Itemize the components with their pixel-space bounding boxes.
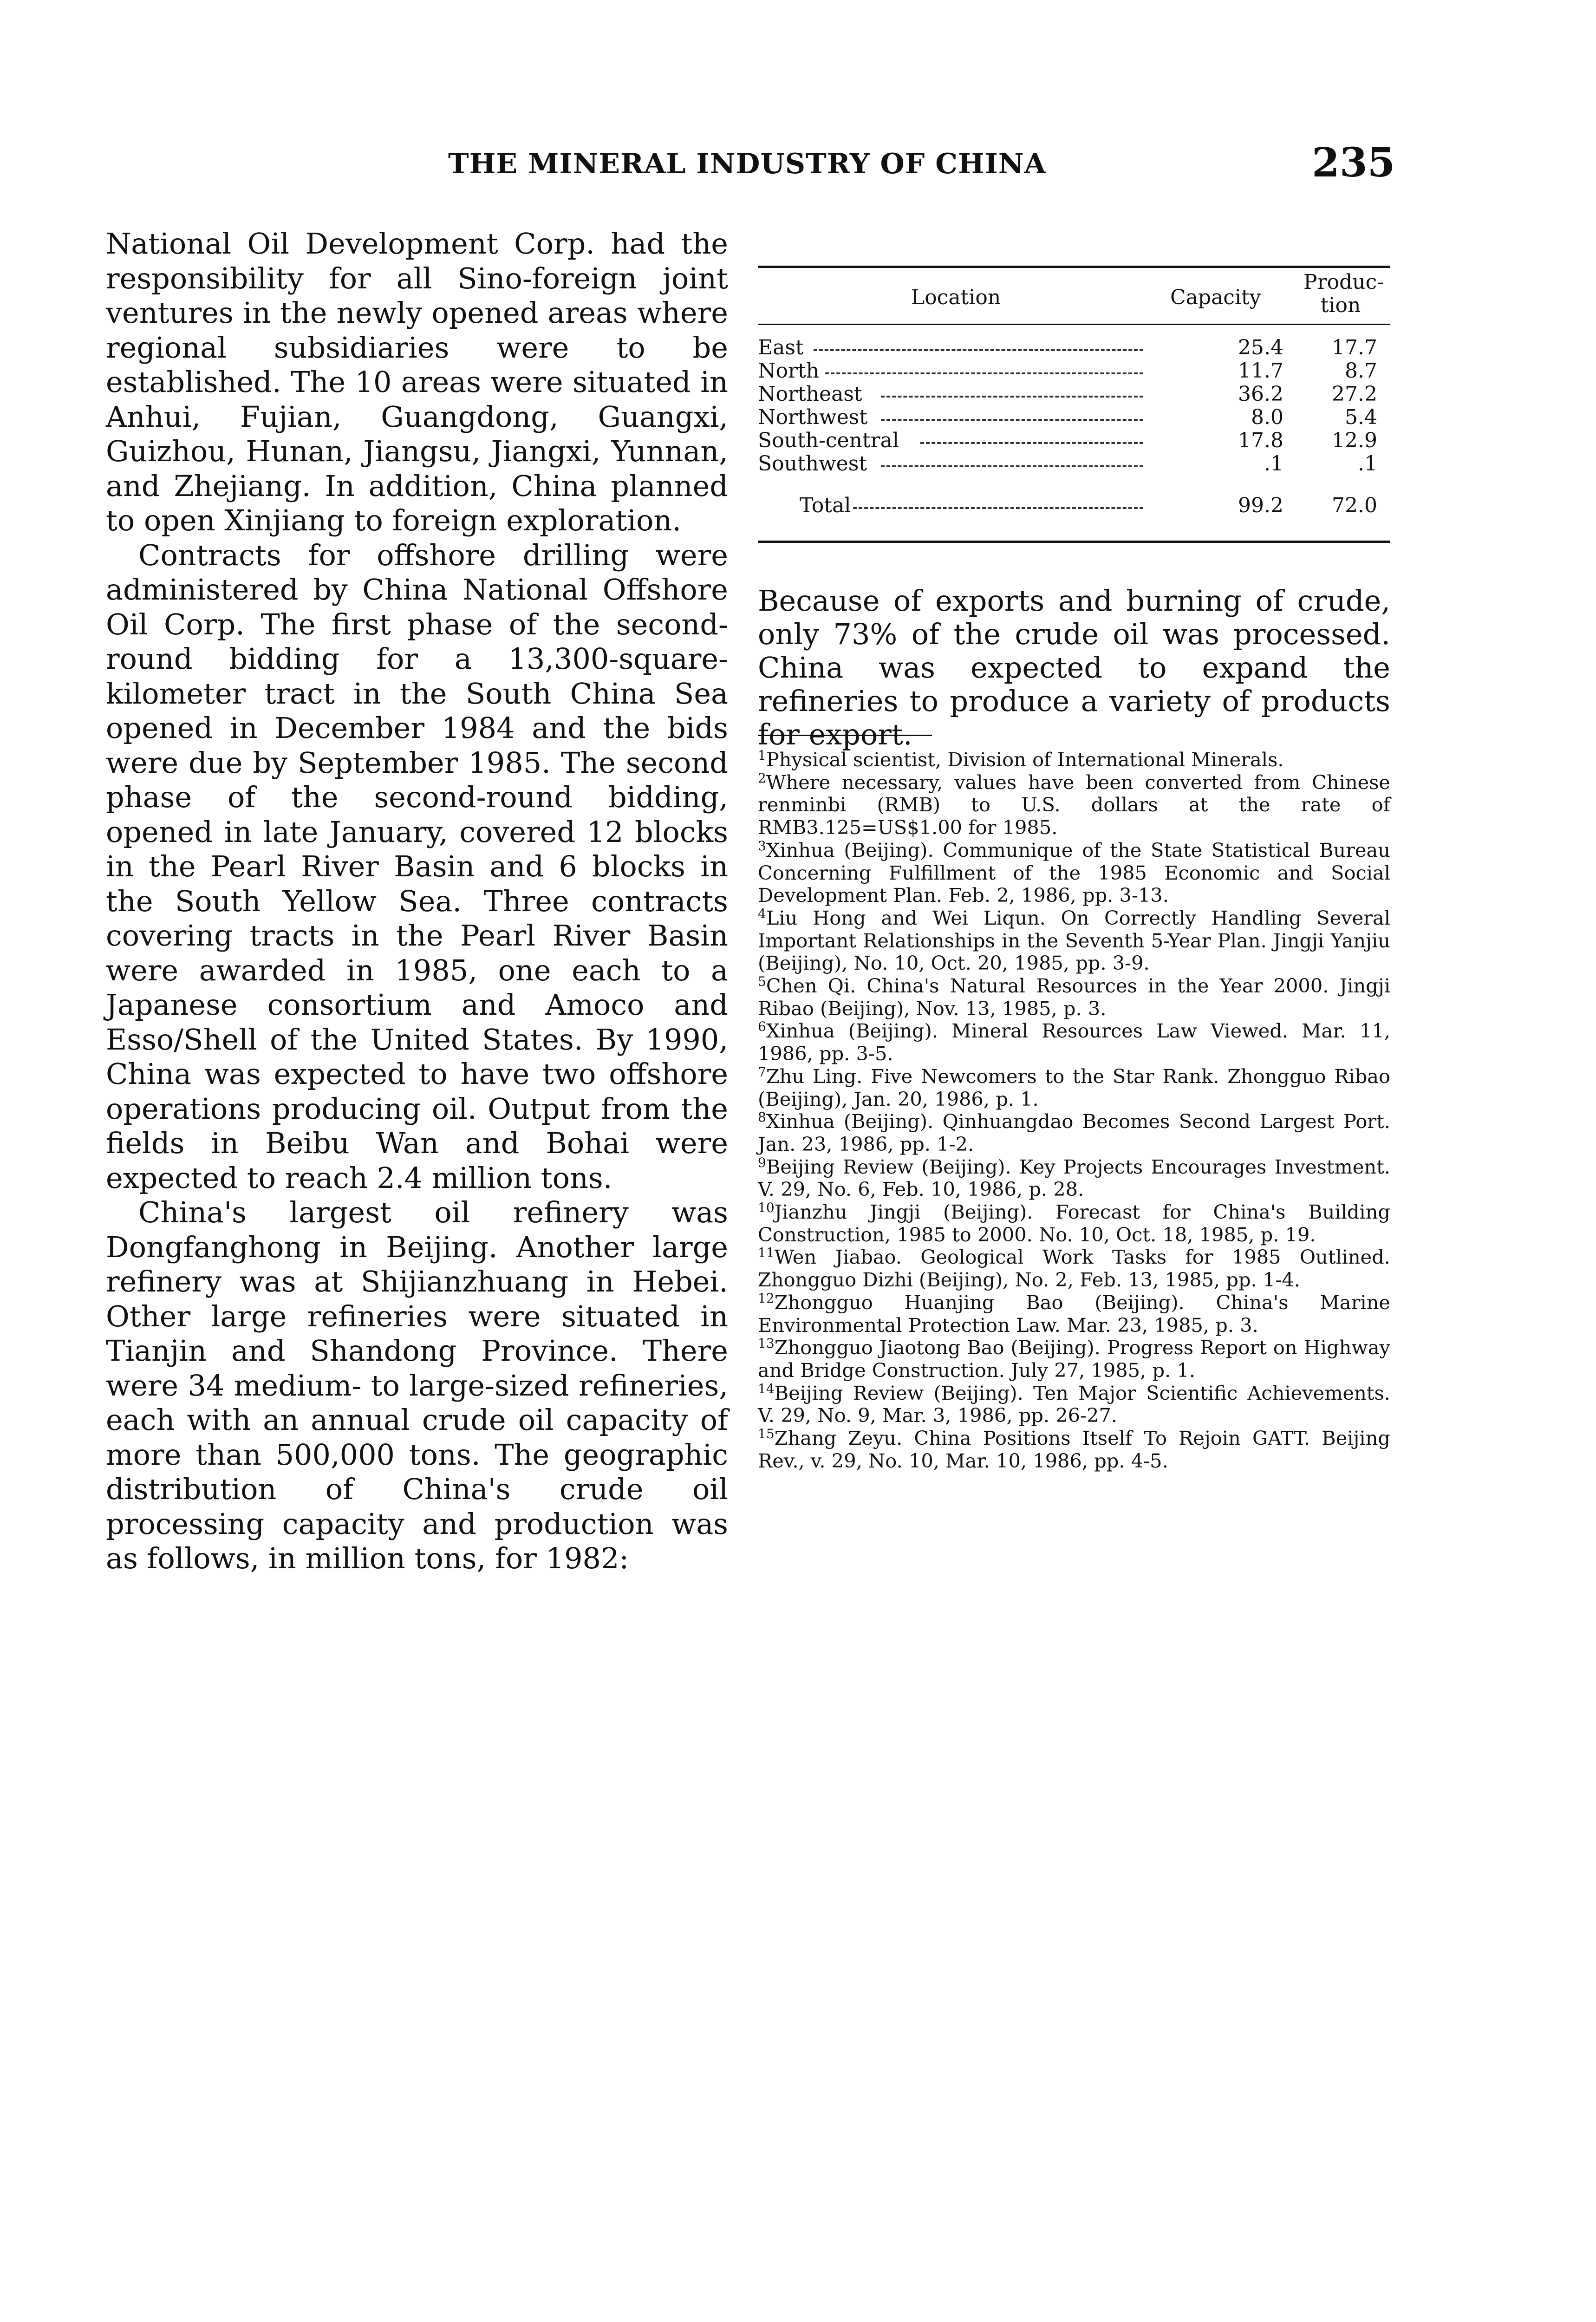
cell-production: .1 — [1358, 452, 1377, 476]
footnote — [758, 1246, 1390, 1291]
footnote — [758, 1291, 1390, 1337]
footnote — [758, 907, 1390, 975]
footnote-number: 4 — [758, 906, 766, 921]
footnote — [758, 1065, 1390, 1110]
table-row — [758, 383, 1390, 406]
leader-dots — [814, 349, 1143, 351]
footnote — [758, 1020, 1390, 1065]
cell-capacity: 11.7 — [1238, 359, 1283, 383]
cell-location: Southwest — [758, 452, 867, 476]
paragraph: Contracts for offshore drilling were administered by China National Offshore Oil Corp. The first phase of the second-round bidding for a 13,300-square-kilometer tract in the South China Sea opened in December 1984 and the bids were due by September 1985. The second phase of the second-round bidding, opened in late January, covered 12 blocks in the Pearl River Basin and 6 blocks in the South Yellow Sea. Three contracts covering tracts in the Pearl River Basin were awarded in 1985, one each to a Japanese consortium and Amoco and Esso/Shell of the United States. By 1990, China was expected to have two offshore operations producing oil. Output from the fields in Beibu Wan and Bohai were expected to reach 2.4 million tons. — [106, 538, 728, 1195]
footnote — [758, 1110, 1390, 1155]
table-bottom-rule — [758, 541, 1390, 543]
running-title: THE MINERAL INDUSTRY OF CHINA — [448, 148, 1047, 180]
cell-production: 72.0 — [1332, 494, 1377, 517]
footnote-text: Where necessary, values have been converted from Chinese renminbi (RMB) to U.S. dollars at the rate of RMB3.125=US$1.00 for 1985. — [758, 770, 1390, 839]
column-header-location: Location — [911, 286, 1001, 309]
footnote-text: Beijing Review (Beijing). Key Projects Encourages Investment. V. 29, No. 6, Feb. 10, 1986, p. 28. — [758, 1155, 1390, 1201]
cell-production: 8.7 — [1345, 359, 1377, 383]
cell-location: Northwest — [758, 405, 868, 429]
footnote-number: 9 — [758, 1154, 766, 1170]
footnote-rule — [758, 735, 932, 736]
cell-production: 5.4 — [1345, 405, 1377, 429]
leader-dots — [853, 507, 1143, 509]
footnote-text: Zhang Zeyu. China Positions Itself To Rejoin GATT. Beijing Rev., v. 29, No. 10, Mar. 10, 1986, pp. 4-5. — [758, 1427, 1390, 1472]
footnote-text: Jianzhu Jingji (Beijing). Forecast for China's Building Construction, 1985 to 2000. No. 10, Oct. 18, 1985, p. 19. — [758, 1200, 1390, 1246]
table-header — [758, 268, 1390, 324]
cell-capacity: 8.0 — [1251, 405, 1283, 429]
cell-capacity: 36.2 — [1238, 382, 1283, 406]
table-row — [758, 406, 1390, 429]
footnote-number: 3 — [758, 838, 766, 854]
footnote-number: 6 — [758, 1019, 766, 1035]
footnote-text: Zhongguo Jiaotong Bao (Beijing). Progress Report on Highway and Bridge Construction. July 27, 1985, p. 1. — [758, 1336, 1390, 1382]
leader-dots — [881, 465, 1143, 467]
footnote — [758, 749, 1390, 771]
footnote — [758, 1201, 1390, 1246]
cell-capacity: .1 — [1264, 452, 1283, 476]
cell-location: Total — [800, 494, 851, 517]
left-column-text — [106, 227, 728, 1576]
table-row — [758, 336, 1390, 359]
cell-location: East — [758, 336, 804, 359]
footnote — [758, 1337, 1390, 1382]
footnote — [758, 1427, 1390, 1472]
cell-capacity: 17.8 — [1238, 429, 1283, 452]
paragraph: China's largest oil refinery was Dongfanghong in Beijing. Another large refinery was at Shijianzhuang in Hebei. Other large refineries were situated in Tianjin and Shandong Province. There were 34 medium- to large-sized refineries, each with an annual crude oil capacity of more than 500,000 tons. The geographic distribution of China's crude oil processing capacity and production was as follows, in million tons, for 1982: — [106, 1195, 728, 1575]
footnote-number: 1 — [758, 748, 766, 763]
leader-dots — [881, 396, 1143, 398]
footnote-number: 12 — [758, 1290, 775, 1306]
paragraph: National Oil Development Corp. had the responsibility for all Sino-foreign joint ventures in the newly opened areas where regional subsidiaries were to be established. The 10 areas were situated in Anhui, Fujian, Guangdong, Guangxi, Guizhou, Hunan, Jiangsu, Jiangxi, Yunnan, and Zhejiang. In addition, China planned to open Xinjiang to foreign exploration. — [106, 227, 728, 537]
footnote — [758, 1382, 1390, 1427]
leader-dots — [920, 442, 1143, 444]
footnote — [758, 771, 1390, 839]
cell-location: South-central — [758, 429, 899, 452]
cell-location: Northeast — [758, 382, 862, 406]
footnote-text: Xinhua (Beijing). Mineral Resources Law Viewed. Mar. 11, 1986, pp. 3-5. — [758, 1019, 1390, 1065]
footnote — [758, 839, 1390, 907]
column-header-capacity: Capacity — [1170, 286, 1261, 309]
table-row — [758, 359, 1390, 383]
refinery-table — [758, 266, 1390, 543]
cell-production: 12.9 — [1332, 429, 1377, 452]
footnote-number: 7 — [758, 1064, 766, 1080]
table-body — [758, 325, 1390, 517]
cell-location: North — [758, 359, 820, 383]
footnote-text: Xinhua (Beijing). Communique of the State Statistical Bureau Concerning Fulfillment of the 1985 Economic and Social Development Plan. Feb. 2, 1986, pp. 3-13. — [758, 838, 1390, 907]
footnote-number: 8 — [758, 1109, 766, 1125]
table-total-row — [758, 494, 1390, 517]
footnote-number: 14 — [758, 1381, 775, 1396]
footnote-text: Liu Hong and Wei Liqun. On Correctly Handling Several Important Relationships in the Seventh 5-Year Plan. Jingji Yanjiu (Beijing), No. 10, Oct. 20, 1985, pp. 3-9. — [758, 906, 1390, 975]
footnote-number: 10 — [758, 1200, 775, 1216]
table-row — [758, 452, 1390, 476]
footnote-text: Zhongguo Huanjing Bao (Beijing). China's Marine Environmental Protection Law. Mar. 23, 1985, p. 3. — [758, 1291, 1390, 1337]
page-number: 235 — [1312, 139, 1395, 186]
cell-capacity: 25.4 — [1238, 336, 1283, 359]
footnote — [758, 1156, 1390, 1201]
footnote-number: 5 — [758, 974, 766, 990]
paragraph: Because of exports and burning of crude, only 73% of the crude oil was processed. China was expected to expand the refineries to produce a variety of products for export. — [758, 584, 1390, 751]
footnote-text: Zhu Ling. Five Newcomers to the Star Rank. Zhongguo Ribao (Beijing), Jan. 20, 1986, p. 1. — [758, 1064, 1390, 1110]
table-row — [758, 429, 1390, 452]
footnote — [758, 975, 1390, 1020]
leader-dots — [825, 372, 1143, 374]
footnote-text: Physical scientist, Division of International Minerals. — [766, 748, 1284, 771]
footnote-number: 11 — [758, 1245, 775, 1261]
column-header-production: Produc- tion — [1303, 270, 1384, 317]
footnotes — [758, 749, 1390, 1473]
leader-dots — [881, 419, 1143, 421]
footnote-text: Chen Qi. China's Natural Resources in the Year 2000. Jingji Ribao (Beijing), Nov. 13, 1985, p. 3. — [758, 974, 1390, 1020]
footnote-text: Beijing Review (Beijing). Ten Major Scientific Achievements. V. 29, No. 9, Mar. 3, 1986, pp. 26-27. — [758, 1381, 1390, 1427]
footnote-text: Wen Jiabao. Geological Work Tasks for 1985 Outlined. Zhongguo Dizhi (Beijing), No. 2, Feb. 13, 1985, pp. 1-4. — [758, 1246, 1390, 1291]
footnote-text: Xinhua (Beijing). Qinhuangdao Becomes Second Largest Port. Jan. 23, 1986, pp. 1-2. — [758, 1110, 1390, 1155]
cell-production: 27.2 — [1332, 382, 1377, 406]
footnote-number: 15 — [758, 1426, 775, 1442]
footnote-number: 2 — [758, 770, 766, 786]
footnote-number: 13 — [758, 1336, 775, 1351]
cell-capacity: 99.2 — [1238, 494, 1283, 517]
cell-production: 17.7 — [1332, 336, 1377, 359]
